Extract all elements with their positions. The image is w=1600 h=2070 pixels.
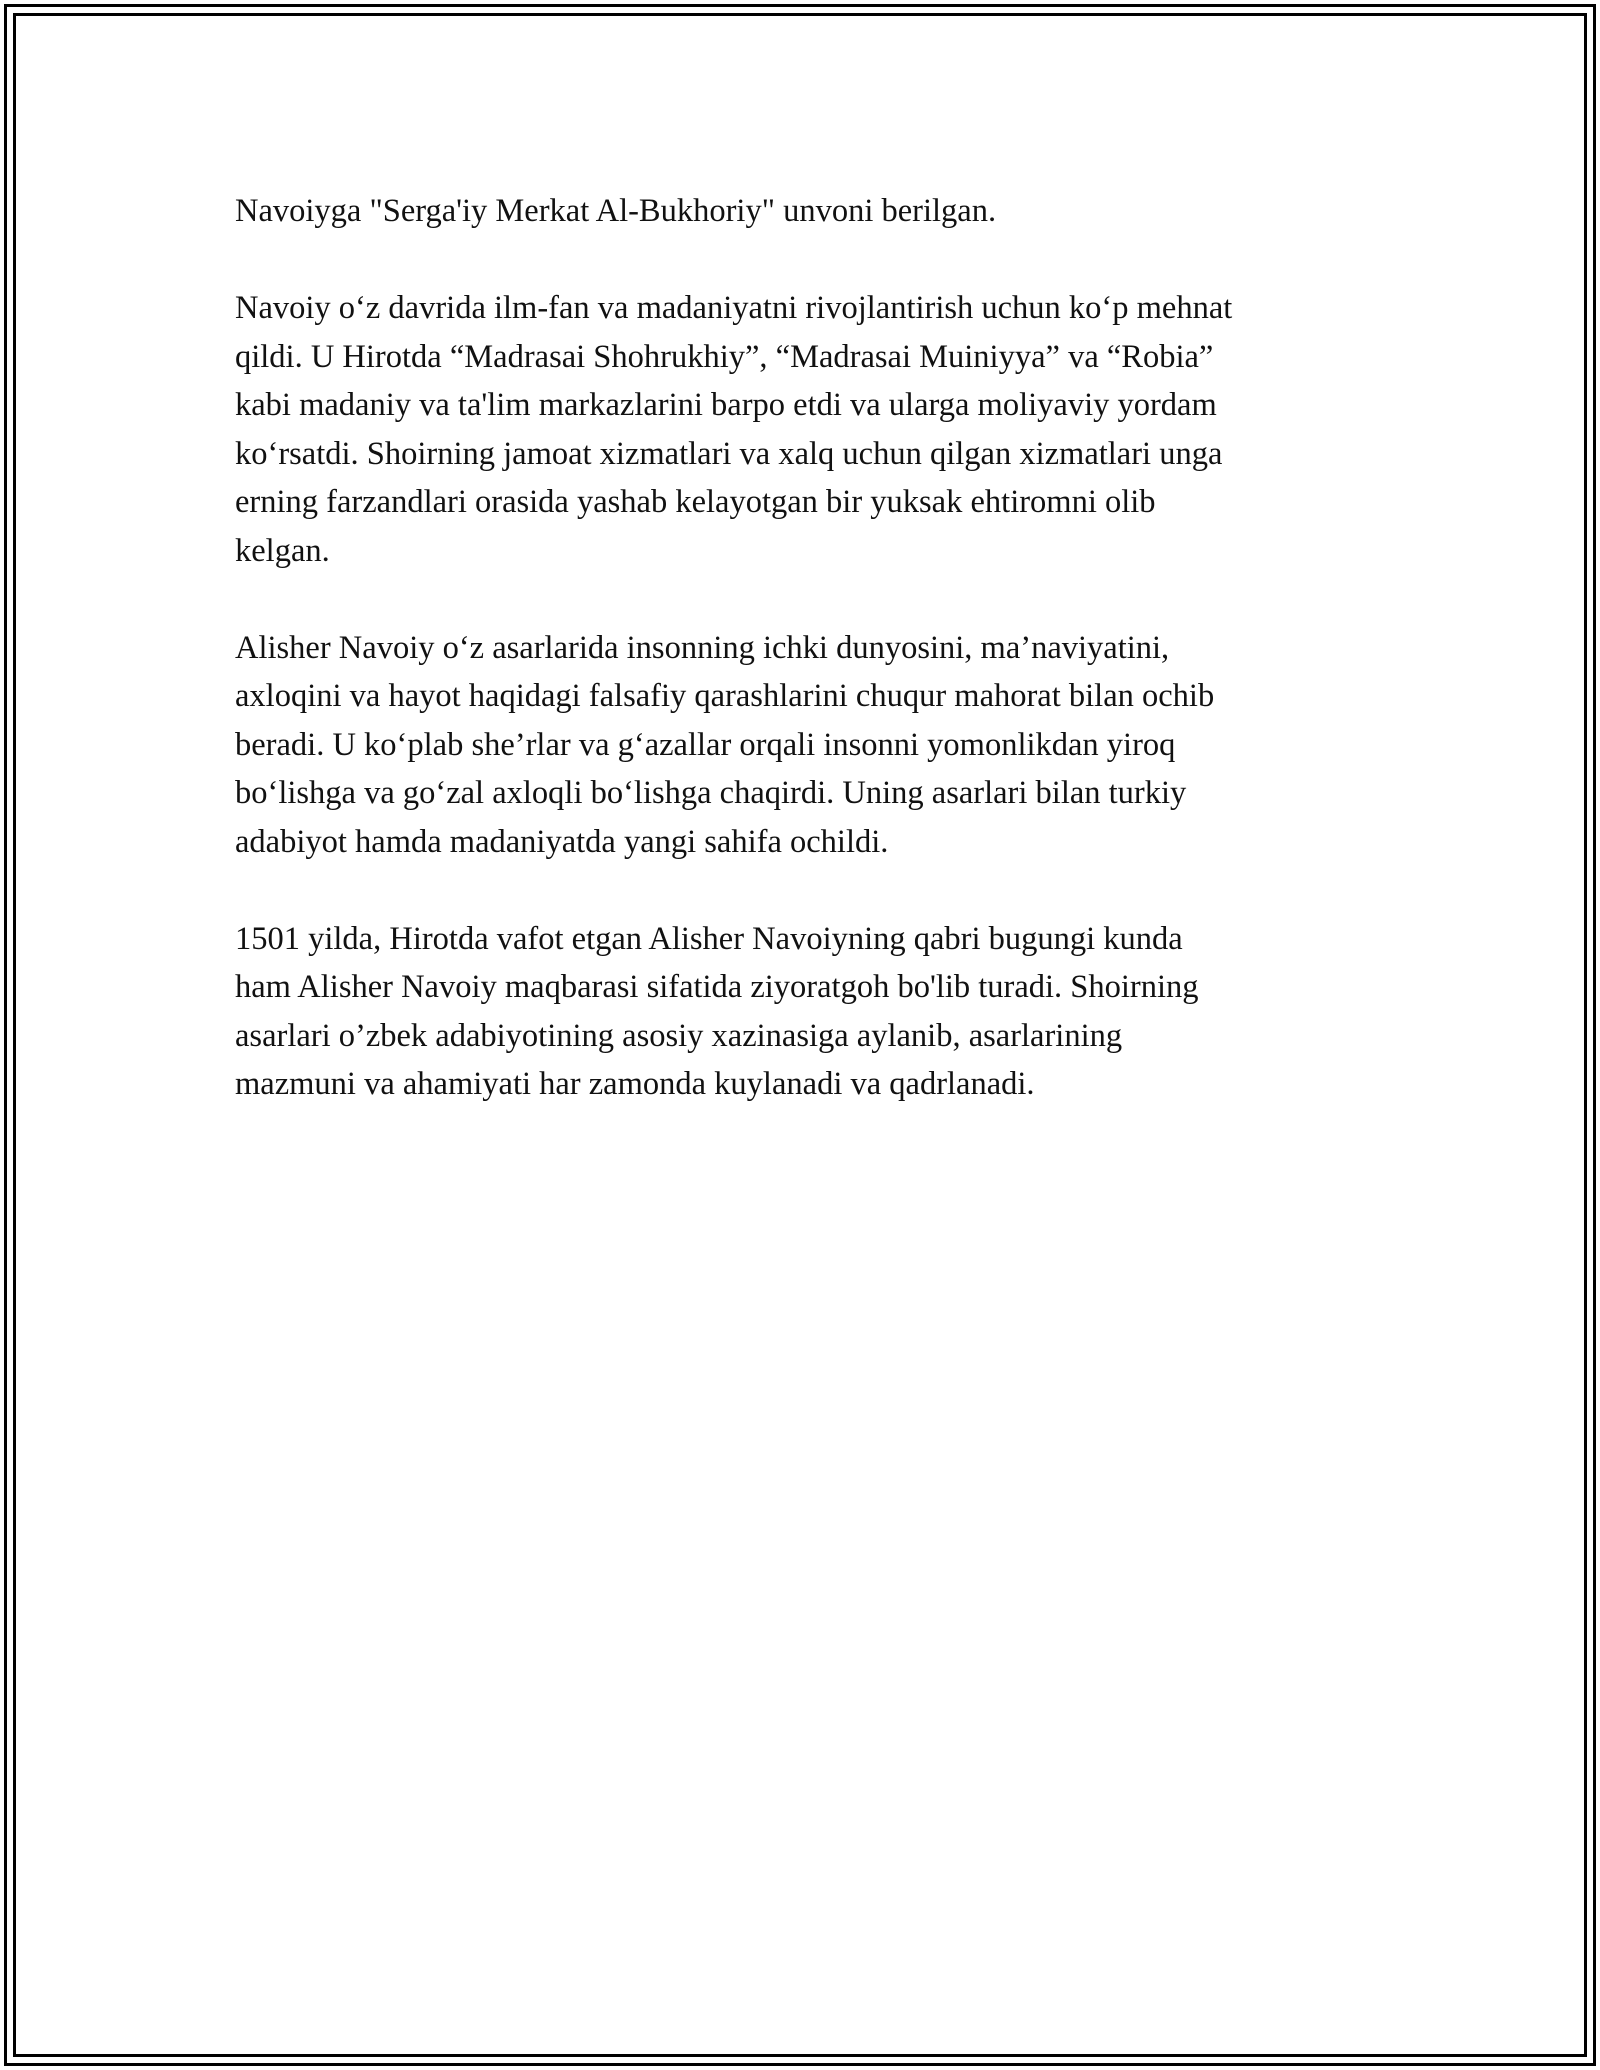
- document-body: [235, 187, 1365, 1157]
- paragraph-navoiy-works: Alisher Navoiy o‘z asarlarida insonning ichki dunyosini, ma’naviyatini, axloqini va hayot haqidagi falsafiy qarashlarini chuqur mahorat bilan ochib beradi. U ko‘plab she’rlar va g‘azallar orqali insonni yomonlikdan yiroq bo‘lishga va go‘zal axloqli bo‘lishga chaqirdi. Uning asarlari bilan turkiy adabiyot hamda madaniyatda yangi sahifa ochildi.: [235, 629, 1215, 860]
- paragraph-navoiy-contributions: Navoiy o‘z davrida ilm-fan va madaniyatni rivojlantirish uchun ko‘p mehnat qildi. U Hirotda “Madrasai Shohrukhiy”, “Madrasai Muiniyya” va “Robia” kabi madaniy va ta'lim markazlarini barpo etdi va ularga moliyaviy yordam ko‘rsatdi. Shoirning jamoat xizmatlari va xalq uchun qilgan xizmatlari unga erning farzandlari orasida yashab kelayotgan bir yuksak ehtiromni olib kelgan.: [235, 290, 1233, 569]
- paragraph-navoiy-legacy: 1501 yilda, Hirotda vafot etgan Alisher Navoiyning qabri bugungi kunda ham Alisher Navoiy maqbarasi sifatida ziyoratgoh bo'lib turadi. Shoirning asarlari o’zbek adabiyotining asosiy xazinasiga aylanib, asarlarining mazmuni va ahamiyati har zamonda kuylanadi va qadrlanadi.: [235, 920, 1199, 1102]
- paragraph-title-line: Navoiyga "Serga'iy Merkat Al-Bukhoriy" unvoni berilgan.: [235, 193, 997, 229]
